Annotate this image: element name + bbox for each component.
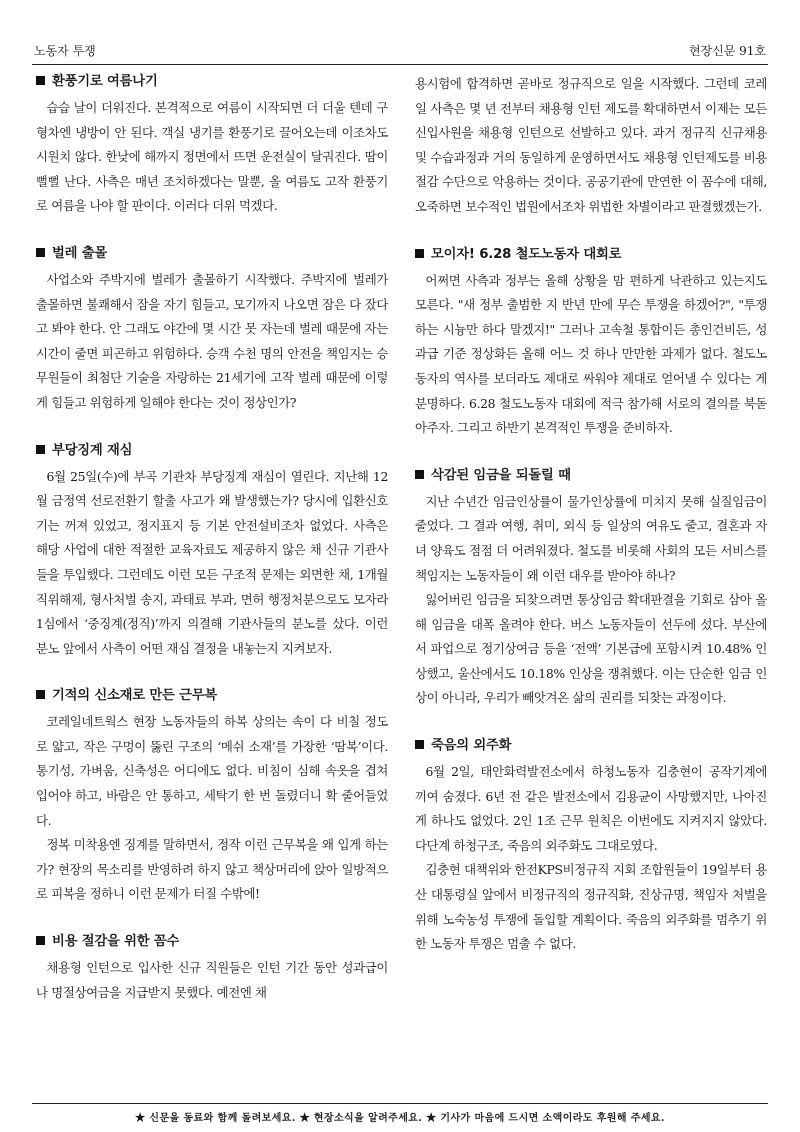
article-paragraph: 어쩌면 사측과 정부는 올해 상황을 맘 편하게 낙관하고 있는지도 모른다. "새 정부 출범한 지 반년 만에 무슨 투쟁을 하겠어?", "투쟁하는 시늉만 하다 말겠지!" 그러나 고속철 통합이든 총인건비든, 성과급 기준 정상화든 올해 어느 것 하나 만만한 과제가 없다. 철도노동자의 역사를 보더라도 제대로 싸워야 제대로 얻어낼 수 있다는 게 분명하다. 6.28 철도노동자 대회에 적극 참가해 서로의 결의를 북돋아주자. 그리고 하반기 본격적인 투쟁을 준비하자. xyxy=(415,272,767,436)
right-column xyxy=(415,72,767,982)
footer-divider xyxy=(32,1103,768,1104)
article-paragraph: 습습 날이 더워진다. 본격적으로 여름이 시작되면 더 더울 텐데 구형차엔 냉방이 안 된다. 객실 냉기를 환풍기로 끌어오는데 이조차도 시원치 않다. 한낮에 해까지 정면에서 뜨면 운전실이 달궈진다. 땀이 뻘뻘 난다. 사측은 매년 조치하겠다는 말뿐, 올 여름도 고작 환풍기로 여름을 나야 할 판이다. 이러다 더위 먹겠다. xyxy=(36,100,388,214)
article-cost-cutting-continued xyxy=(415,72,767,220)
article-wages xyxy=(415,466,767,711)
square-bullet-icon xyxy=(36,690,45,699)
article-paragraph: 지난 수년간 임금인상률이 물가인상률에 미치지 못해 실질임금이 줄었다. 그 결과 여행, 취미, 외식 등 일상의 여유도 줄고, 결혼과 자녀 양육도 점점 더 어려워졌다. 철도를 비롯해 사회의 모든 서비스를 책임지는 노동자들이 왜 이런 대우를 받아야 하나? xyxy=(415,493,767,583)
square-bullet-icon xyxy=(36,248,45,257)
article-paragraph: 6월 25일(수)에 부곡 기관차 부당징계 재심이 열린다. 지난해 12월 금정역 선로전환기 할출 사고가 왜 발생했는가? 당시에 입환신호기는 꺼져 있었고, 정지표지 등 기본 안전설비조차 없었다. 사측은 해당 사업에 대한 적절한 교육자료도 제공하지 않은 채 신규 기관사들을 투입했다. 그런데도 이런 모든 구조적 문제는 외면한 채, 1개월 직위해제, 형사처벌 송지, 과태료 부과, 면허 행정처분으로도 모자라 1심에서 ‘중징계(정직)’까지 의결해 기관사들의 분노를 샀다. 이런 분노 앞에서 사측이 어떤 재심 결정을 내놓는지 지켜보자. xyxy=(36,468,388,656)
article-paragraph: 정복 미착용엔 징계를 말하면서, 정작 이런 근무복을 왜 입게 하는가? 현장의 목소리를 반영하려 하지 않고 책상머리에 앉아 일방적으로 피복을 정하니 이런 문제가 터질 수밖에! xyxy=(36,837,388,902)
article-title: 부당징계 재심 xyxy=(36,441,388,461)
page-header xyxy=(32,40,768,65)
issue-number: 현장신문 91호 xyxy=(688,44,766,58)
article-paragraph: 코레일네트웍스 현장 노동자들의 하복 상의는 속이 다 비칠 정도로 얇고, 작은 구멍이 뚫린 구조의 ‘메쉬 소재’를 가장한 ‘땀복’이다. 통기성, 가벼움, 신축성은 어디에도 없다. 비침이 심해 속옷을 겹쳐 입어야 하고, 바람은 안 통하고, 세탁기 한 번 돌렸더니 확 줄어들었다. xyxy=(36,714,388,828)
article-title: 삭감된 임금을 되돌릴 때 xyxy=(415,466,767,486)
article-paragraph: 김충현 대책위와 한전KPS비정규직 지회 조합원들이 19일부터 용산 대통령실 앞에서 비정규직의 정규직화, 진상규명, 책임자 처벌을 위해 노숙농성 투쟁에 돌입할 계획이다. 죽음의 외주화를 멈추기 위한 노동자 투쟁은 멈출 수 없다. xyxy=(415,862,767,952)
left-column xyxy=(36,72,388,1030)
footer-notice: ★ 신문을 동료와 함께 돌려보세요. ★ 현장소식을 알려주세요. ★ 기사가 마음에 드시면 소액이라도 후원해 주세요. xyxy=(135,1113,665,1124)
article-paragraph: 용시험에 합격하면 곧바로 정규직으로 일을 시작했다. 그런데 코레일 사측은 몇 년 전부터 채용형 인턴 제도를 확대하면서 이제는 모든 신입사원을 채용형 인턴으로 선발하고 있다. 과거 정규직 신규채용 및 수습과정과 거의 동일하게 운영하면서도 채용형 인턴제도를 비용 절감 수단으로 악용하는 것이다. 공공기관에 만연한 이 꼼수에 대해, 오죽하면 보수적인 법원에서조차 위법한 차별이라고 판결했겠는가. xyxy=(415,76,767,214)
square-bullet-icon xyxy=(36,936,45,945)
article-title: 모이자! 6.28 철도노동자 대회로 xyxy=(415,245,767,265)
article-paragraph: 채용형 인턴으로 입사한 신규 직원들은 인턴 기간 동안 성과급이나 명절상여금을 지급받지 못했다. 예전엔 채 xyxy=(36,960,388,1000)
article-bugs xyxy=(36,244,388,416)
article-uniform xyxy=(36,686,388,907)
article-cost-cutting xyxy=(36,932,388,1005)
article-paragraph: 사업소와 주박지에 벌레가 출몰하기 시작했다. 주박지에 벌레가 출몰하면 불쾌해서 잠을 자기 힘들고, 모기까지 나오면 잠은 다 잤다고 봐야 한다. 안 그래도 야간에 몇 시간 못 자는데 벌레 때문에 자는 시간이 줄면 피곤하고 위험하다. 승객 수천 명의 안전을 책임지는 승무원들이 최첨단 기술을 자랑하는 21세기에 고작 벌레 때문에 이렇게 힘들고 위험하게 일해야 한다는 것이 정상인가? xyxy=(36,271,388,410)
article-title: 죽음의 외주화 xyxy=(415,736,767,756)
article-title: 환풍기로 여름나기 xyxy=(36,72,388,92)
article-title: 비용 절감을 위한 꼼수 xyxy=(36,932,388,952)
article-paragraph: 6월 2일, 태안화력발전소에서 하청노동자 김충현이 공작기계에 끼여 숨졌다. 6년 전 같은 발전소에서 김용균이 사망했지만, 나아진 게 하나도 없었다. 2인 1조 근무 원칙은 이번에도 지켜지지 않았다. 다단계 하청구조, 죽음의 외주화도 그대로였다. xyxy=(415,764,767,853)
square-bullet-icon xyxy=(415,740,424,749)
newspaper-section-name: 노동자 투쟁 xyxy=(34,44,96,58)
square-bullet-icon xyxy=(415,470,424,479)
article-paragraph: 잃어버린 임금을 되찾으려면 통상임금 확대판결을 기회로 삼아 올해 임금을 대폭 올려야 한다. 버스 노동자들이 선두에 섰다. 부산에서 파업으로 정기상여금 등을 ‘전액’ 기본급에 포함시켜 10.48% 인상했고, 울산에서도 10.18% 인상을 쟁취했다. 이는 단순한 임금 인상이 아니라, 우리가 빼앗겨온 삶의 권리를 되찾는 과정이다. xyxy=(415,592,767,706)
square-bullet-icon xyxy=(36,76,45,85)
article-unfair-discipline xyxy=(36,441,388,662)
article-ventilation xyxy=(36,72,388,219)
article-outsourcing xyxy=(415,736,767,957)
article-title: 기적의 신소재로 만든 근무복 xyxy=(36,686,388,706)
square-bullet-icon xyxy=(36,445,45,454)
article-title: 벌레 출몰 xyxy=(36,244,388,264)
square-bullet-icon xyxy=(415,249,424,258)
article-rally xyxy=(415,245,767,441)
